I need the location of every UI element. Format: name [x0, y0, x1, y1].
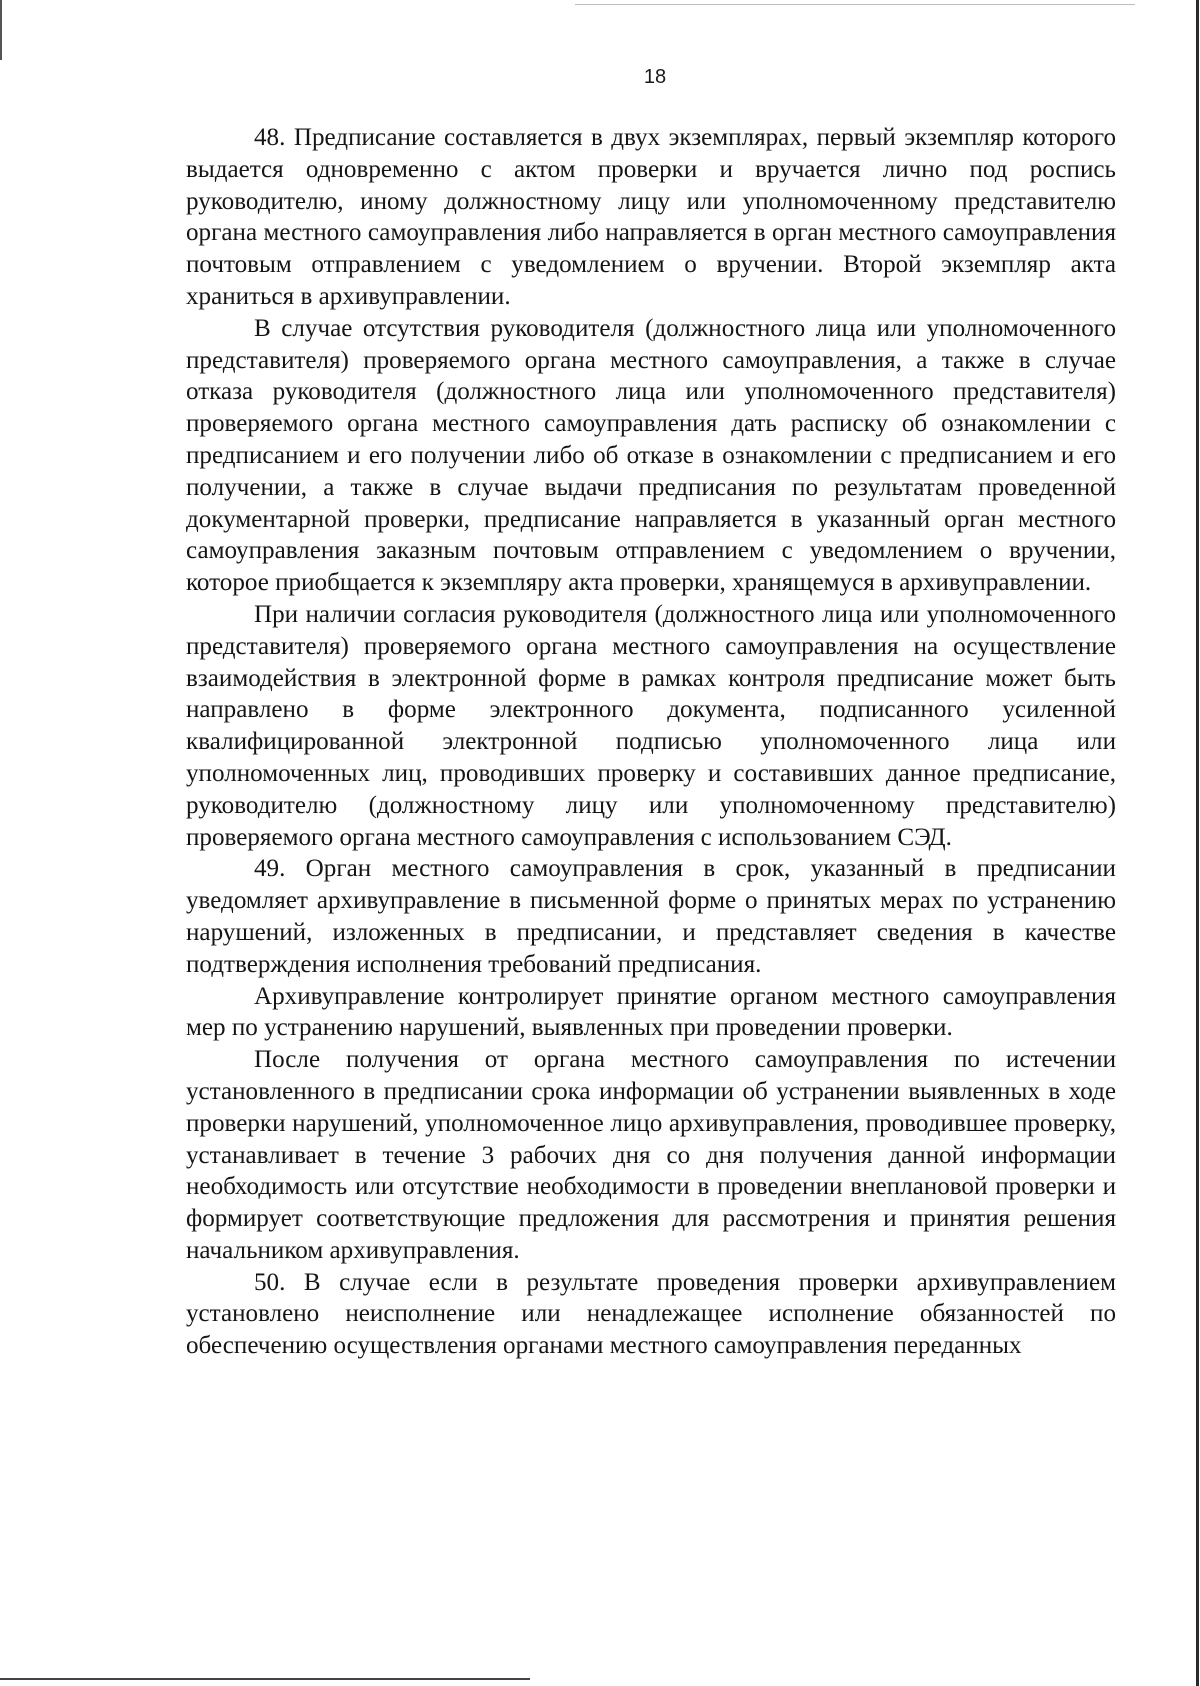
- page-number: 18: [643, 66, 667, 88]
- scan-edge-right: [1196, 0, 1199, 1686]
- scan-edge-left: [0, 0, 2, 60]
- paragraph-48: 48. Предписание составляется в двух экземплярах, первый экземпляр которого выдается одновременно с актом проверки и вручается лично под роспись руководителю, иному должностному лицу или уполномоченному представителю органа местного самоуправления либо направляется в орган местного самоуправления почтовым отправлением с уведомлением о вручении. Второй экземпляр акта храниться в архивуправлении.: [186, 124, 1116, 310]
- scan-edge-top: [575, 4, 1135, 5]
- paragraph-electronic-form: При наличии согласия руководителя (должностного лица или уполномоченного представителя) проверяемого органа местного самоуправления на осуществление взаимодействия в электронной форме в рамках контроля предписание может быть направлено в форме электронного документа, подписанного усиленной квалифицированной электронной подписью уполномоченного лица или уполномоченных лиц, проводивших проверку и составивших данное предписание, руководителю (должностному лицу или уполномоченному представителю) проверяемого органа местного самоуправления с использованием СЭД.: [186, 600, 1116, 851]
- document-body: [186, 122, 1116, 1362]
- paragraph-49: 49. Орган местного самоуправления в срок, указанный в предписании уведомляет архивуправление в письменной форме о принятых мерах по устранению нарушений, изложенных в предписании, и представляет сведения в качестве подтверждения исполнения требований предписания.: [186, 855, 1116, 978]
- scan-edge-bottom: [0, 1678, 530, 1680]
- paragraph-after-receipt: После получения от органа местного самоуправления по истечении установленного в предписании срока информации об устранении выявленных в ходе проверки нарушений, уполномоченное лицо архивуправления, проводившее проверку, устанавливает в течение 3 рабочих дня со дня получения данной информации необходимость или отсутствие необходимости в проведении внеплановой проверки и формирует соответствующие предложения для рассмотрения и принятия решения начальником архивуправления.: [186, 1046, 1116, 1264]
- paragraph-control: Архивуправление контролирует принятие органом местного самоуправления мер по устранению нарушений, выявленных при проведении проверки.: [186, 982, 1116, 1042]
- paragraph-50: 50. В случае если в результате проведения проверки архивуправлением установлено неисполнение или ненадлежащее исполнение обязанностей по обеспечению осуществления органами местного самоуправления переданных: [186, 1268, 1116, 1360]
- paragraph-absence-of-head: В случае отсутствия руководителя (должностного лица или уполномоченного представителя) проверяемого органа местного самоуправления, а также в случае отказа руководителя (должностного лица или уполномоченного представителя) проверяемого органа местного самоуправления дать расписку об ознакомлении с предписанием и его получении либо об отказе в ознакомлении с предписанием и его получении, а также в случае выдачи предписания по результатам проведенной документарной проверки, предписание направляется в указанный орган местного самоуправления заказным почтовым отправлением с уведомлением о вручении, которое приобщается к экземпляру акта проверки, хранящемуся в архивуправлении.: [186, 314, 1116, 597]
